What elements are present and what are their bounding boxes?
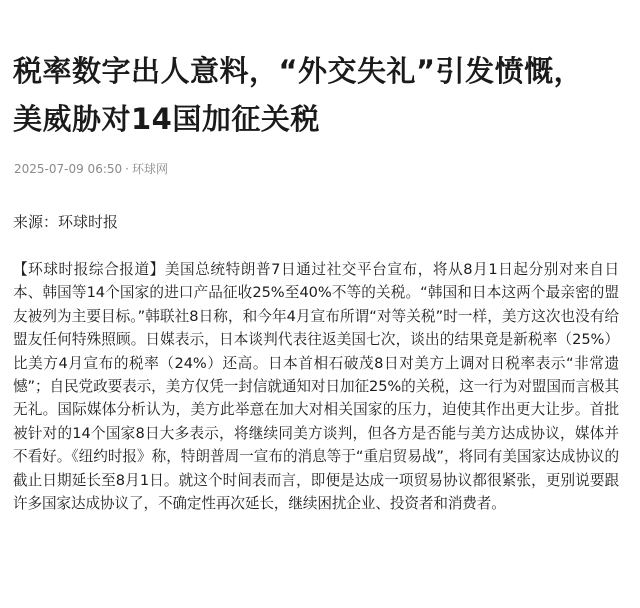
article-meta (14, 161, 168, 177)
publisher-link[interactable]: 环球网 (131, 162, 168, 176)
article-title: 税率数字出人意料，“外交失礼”引发愤慨，美威胁对14国加征关税 (13, 54, 584, 136)
meta-separator: · (125, 162, 129, 176)
publish-datetime: 2025-07-09 06:50 (14, 162, 123, 176)
source-line: 来源：环球时报 (13, 213, 119, 231)
article-body: 【环球时报综合报道】美国总统特朗普7日通过社交平台宣布，将从8月1日起分别对来自日本、韩国等14个国家的进口产品征收25%至40%不等的关税。“韩国和日本这两个最亲密的盟友被列为主要目标。”韩联社8日称，和今年4月宣布所谓“对等关税”时一样，美方这次也没有给盟友任何特殊照顾。日媒表示，日本谈判代表往返美国七次，谈出的结果竟是新税率（25%）比美方4月宣布的税率（24%）还高。日本首相石破茂8日对美方上调对日税率表示“非常遗憾”；自民党政要表示，美方仅凭一封信就通知对日加征25%的关税，这一行为对盟国而言极其无礼。国际媒体分析认为，美方此举意在加大对相关国家的压力，迫使其作出更大让步。首批被针对的14个国家8日大多表示，将继续同美方谈判，但各方是否能与美方达成协议，媒体并不看好。《纽约时报》称，特朗普周一宣布的消息等于“重启贸易战”，将同有美国家达成协议的截止日期延长至8月1日。就这个时间表而言，即便是达成一项贸易协议都很紧张，更别说要跟许多国家达成协议了，不确定性再次延长，继续困扰企业、投资者和消费者。 (13, 261, 619, 513)
